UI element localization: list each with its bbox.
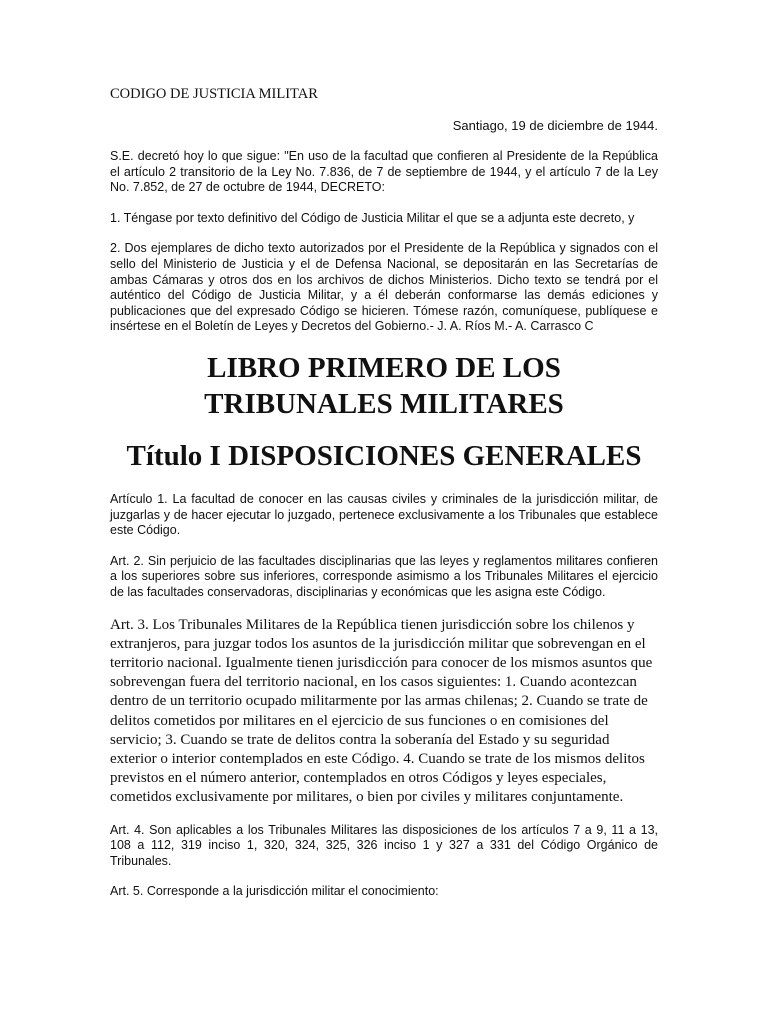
document-header: CODIGO DE JUSTICIA MILITAR [110,86,318,102]
article-2: Art. 2. Sin perjuicio de las facultades disciplinarias que las leyes y reglamentos militares confieren a los superiores sobre sus inferiores, corresponde asimismo a los Tribunales Militares el ejercicio de las facultades conservadoras, disciplinarias y económicas que les asigna este Código. [110,553,658,599]
title-heading: Título I DISPOSICIONES GENERALES [126,439,642,472]
article-1: Artículo 1. La facultad de conocer en las causas civiles y criminales de la jurisdicción militar, de juzgarlas y de hacer ejecutar lo juzgado, pertenece exclusivamente a los Tribunales que establece este Código. [110,491,658,538]
document-body [110,149,658,915]
intro-paragraph: S.E. decretó hoy lo que sigue: "En uso de la facultad que confieren al Presidente de la República el artículo 2 transitorio de la Ley No. 7.836, de 7 de septiembre de 1944, y el artículo 7 de la Ley No. 7.852, de 27 de octubre de 1944, DECRETO: [110,149,658,195]
dateline: Santiago, 19 de diciembre de 1944. [452,118,658,133]
decree-paragraph-2: 2. Dos ejemplares de dicho texto autorizados por el Presidente de la República y signados con el sello del Ministerio de Justicia y el de Defensa Nacional, se depositarán en las Secretarías de ambas Cámaras y otros dos en los archivos de dichos Ministerios. Dicho texto se tendrá por el auténtico del Código de Justicia Militar, y a él deberán conformarse las demás ediciones y publicaciones que del expresado Código se hicieren. Tómese razón, comuníquese, publíquese e insértese en el Boletín de Leyes y Decretos del Gobierno.- J. A. Ríos M.- A. Carrasco C [110,241,658,334]
decree-paragraph-1: 1. Téngase por texto definitivo del Código de Justicia Militar el que se a adjunta este decreto, y [110,210,635,225]
article-3: Art. 3. Los Tribunales Militares de la República tienen jurisdicción sobre los chilenos y extranjeros, para juzgar todos los asuntos de la jurisdicción militar que sobrevengan en el territorio nacional. Igualmente tienen jurisdicción para conocer de los mismos asuntos que sobrevengan fuera del territorio nacional, en los casos siguientes: 1. Cuando acontezcan dentro de un territorio ocupado militarmente por las armas chilenas; 2. Cuando se trate de delitos cometidos por militares en el ejercicio de sus funciones o en comisiones del servicio; 3. Cuando se trate de delitos contra la soberanía del Estado y su seguridad exterior o interior contemplados en este Código. 4. Cuando se trate de los mismos delitos previstos en el número anterior, contemplados en otros Códigos y leyes especiales, cometidos exclusivamente por militares, o bien por civiles y militares conjuntamente. [110,616,653,806]
book-heading: LIBRO PRIMERO DE LOS TRIBUNALES MILITARES [204,351,564,420]
article-4: Art. 4. Son aplicables a los Tribunales Militares las disposiciones de los artículos 7 a 9, 11 a 13, 108 a 112, 319 inciso 1, 320, 324, 325, 326 inciso 1 y 327 a 331 del Código Orgánico de Tribunales. [110,822,658,868]
article-5: Art. 5. Corresponde a la jurisdicción militar el conocimiento: [110,884,439,899]
